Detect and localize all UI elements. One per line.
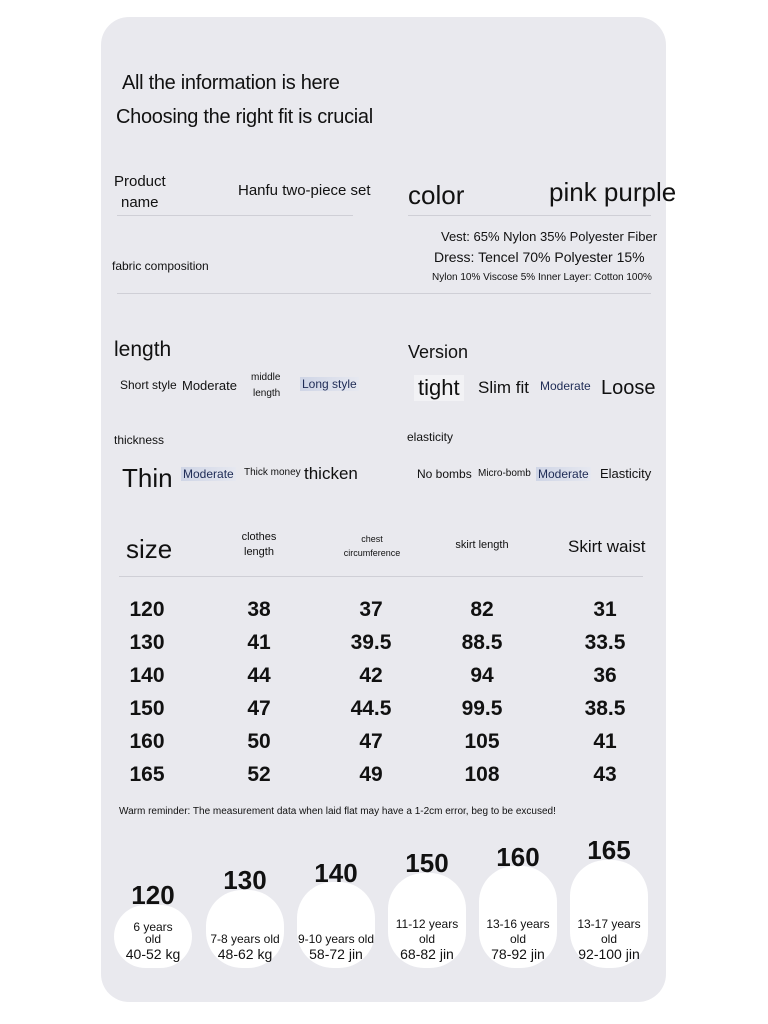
table-header-clothes-length: clothes length bbox=[241, 531, 277, 558]
table-cell: 42 bbox=[359, 664, 383, 687]
size-guide-card bbox=[114, 905, 192, 968]
length-option-short: Short style bbox=[120, 378, 177, 392]
size-guide-weight: 40-52 kg bbox=[125, 946, 181, 962]
color-label: color bbox=[408, 180, 465, 210]
size-guide-card bbox=[388, 873, 466, 968]
length-option-middle-1: middle bbox=[251, 372, 281, 383]
length-label: length bbox=[114, 338, 172, 361]
size-guide-weight: 58-72 jin bbox=[309, 946, 363, 962]
thickness-option-thick: Thick money bbox=[244, 467, 301, 478]
fabric-line-2: Dress: Tencel 70% Polyester 15% bbox=[434, 249, 645, 265]
table-cell: 105 bbox=[464, 730, 500, 753]
intro-line-2: Choosing the right fit is crucial bbox=[116, 106, 373, 128]
table-cell: 47 bbox=[247, 697, 271, 720]
size-guide-card bbox=[479, 866, 557, 968]
table-cell-size: 150 bbox=[129, 697, 165, 720]
table-cell: 31 bbox=[593, 598, 617, 621]
table-cell: 38.5 bbox=[584, 697, 626, 720]
table-cell: 41 bbox=[247, 631, 271, 654]
table-cell: 50 bbox=[247, 730, 271, 753]
size-guide-age: 7-8 years old bbox=[210, 932, 280, 946]
version-option-tight: tight bbox=[414, 375, 464, 401]
table-cell: 108 bbox=[464, 763, 500, 786]
thickness-option-thin: Thin bbox=[122, 463, 173, 493]
thickness-option-thicken: thicken bbox=[304, 464, 358, 483]
table-cell-size: 120 bbox=[129, 598, 165, 621]
table-cell-size: 165 bbox=[129, 763, 165, 786]
table-header-skirt-waist: Skirt waist bbox=[568, 537, 646, 556]
table-cell: 44.5 bbox=[350, 697, 392, 720]
version-option-moderate-selected: Moderate bbox=[540, 379, 591, 393]
thickness-option-moderate-selected: Moderate bbox=[183, 467, 234, 481]
table-cell: 33.5 bbox=[584, 631, 626, 654]
version-option-slim: Slim fit bbox=[478, 378, 529, 397]
product-name-label-1: Product bbox=[114, 173, 166, 190]
size-guide-age: 6 years bbox=[133, 920, 173, 934]
table-cell: 41 bbox=[593, 730, 617, 753]
table-cell: 36 bbox=[593, 664, 617, 687]
table-cell-size: 130 bbox=[129, 631, 165, 654]
fabric-line-1: Vest: 65% Nylon 35% Polyester Fiber bbox=[441, 229, 658, 244]
size-guide-size: 150 bbox=[405, 848, 449, 878]
elasticity-option-moderate-selected: Moderate bbox=[538, 467, 589, 481]
size-guide-age: 11-12 years old bbox=[395, 917, 459, 946]
table-cell: 99.5 bbox=[461, 697, 503, 720]
size-guide-size: 165 bbox=[587, 835, 631, 865]
size-guide-weight: 92-100 jin bbox=[578, 946, 640, 962]
product-name-label-2: name bbox=[121, 194, 159, 211]
size-guide-size: 130 bbox=[223, 865, 267, 895]
size-guide-card bbox=[297, 882, 375, 968]
table-cell: 82 bbox=[470, 598, 494, 621]
size-guide-size: 140 bbox=[314, 858, 358, 888]
table-cell: 49 bbox=[359, 763, 383, 786]
table-cell: 37 bbox=[359, 598, 383, 621]
version-option-loose: Loose bbox=[601, 377, 656, 399]
table-cell: 43 bbox=[593, 763, 617, 786]
elasticity-option-elasticity: Elasticity bbox=[600, 466, 652, 481]
divider bbox=[119, 576, 643, 577]
size-guide-weight: 68-82 jin bbox=[400, 946, 454, 962]
divider bbox=[117, 293, 651, 294]
size-guide-card bbox=[570, 860, 648, 968]
reminder-text: Warm reminder: The measurement data when laid flat may have a 1-2cm error, beg to be excused! bbox=[119, 806, 556, 817]
table-cell: 94 bbox=[470, 664, 494, 687]
length-option-middle-2: length bbox=[253, 388, 281, 399]
divider bbox=[408, 215, 651, 216]
size-guide-card bbox=[206, 890, 284, 968]
size-guide-age: 13-16 years old bbox=[486, 917, 550, 946]
table-header-chest: chest circumference bbox=[343, 534, 401, 558]
table-header-size: size bbox=[126, 534, 173, 564]
fabric-line-3: Nylon 10% Viscose 5% Inner Layer: Cotton 100% bbox=[432, 272, 652, 283]
table-header-skirt-length: skirt length bbox=[455, 539, 509, 551]
table-cell-size: 140 bbox=[129, 664, 165, 687]
size-guide-weight: 48-62 kg bbox=[217, 946, 273, 962]
elasticity-option-no-bombs: No bombs bbox=[417, 467, 472, 481]
size-guide-age: 9-10 years old bbox=[297, 932, 375, 946]
table-cell: 88.5 bbox=[461, 631, 503, 654]
size-guide-size: 120 bbox=[131, 880, 175, 910]
color-value: pink purple bbox=[549, 177, 677, 207]
intro-line-1: All the information is here bbox=[122, 72, 340, 94]
fabric-label: fabric composition bbox=[112, 259, 209, 273]
thickness-label: thickness bbox=[114, 433, 165, 447]
elasticity-label: elasticity bbox=[407, 430, 454, 444]
size-guide-size: 160 bbox=[496, 842, 540, 872]
size-guide-weight: 78-92 jin bbox=[491, 946, 545, 962]
table-cell: 39.5 bbox=[350, 631, 392, 654]
table-cell: 44 bbox=[247, 664, 271, 687]
length-option-moderate: Moderate bbox=[182, 378, 237, 393]
divider bbox=[117, 215, 353, 216]
product-name-value: Hanfu two-piece set bbox=[238, 182, 371, 199]
table-cell-size: 160 bbox=[129, 730, 165, 753]
size-guide-age: 13-17 years old bbox=[577, 917, 641, 946]
version-label: Version bbox=[408, 342, 469, 362]
elasticity-option-micro: Micro-bomb bbox=[478, 468, 531, 479]
table-cell: 52 bbox=[247, 763, 271, 786]
table-cell: 38 bbox=[247, 598, 271, 621]
table-cell: 47 bbox=[359, 730, 383, 753]
length-option-long-selected: Long style bbox=[302, 377, 357, 391]
size-guide-age-2: old bbox=[144, 932, 161, 946]
